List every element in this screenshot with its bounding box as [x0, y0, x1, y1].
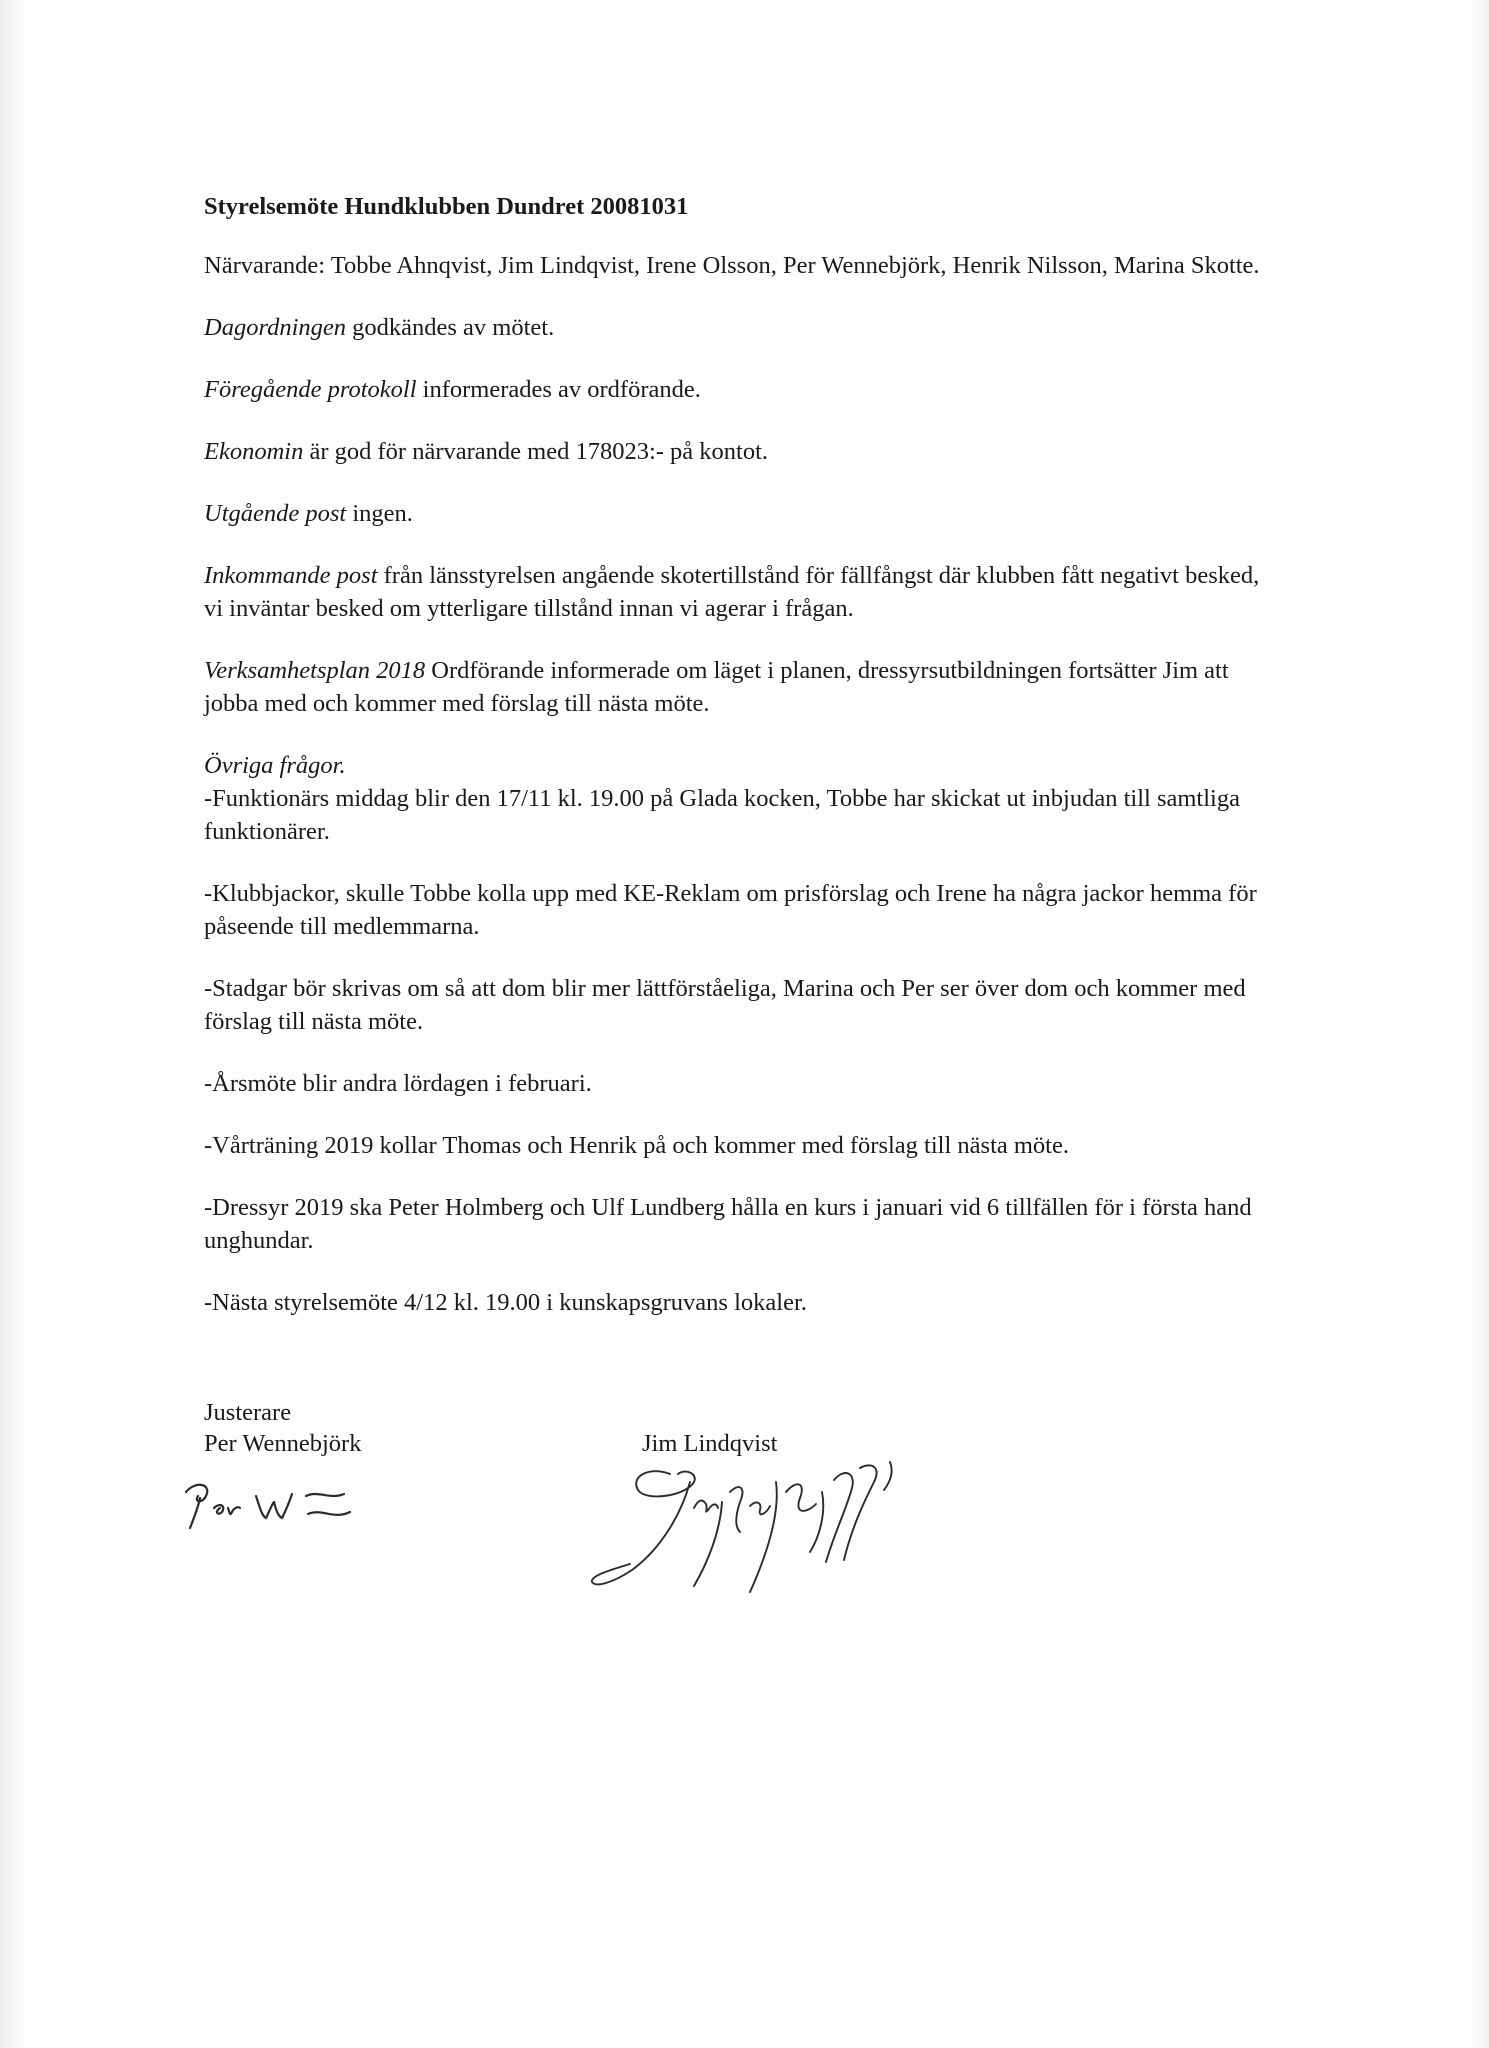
other-question-item: -Klubbjackor, skulle Tobbe kolla upp med KE-Reklam om prisförslag och Irene ha några jackor hemma för påseende till medlemmarna. — [204, 880, 1257, 940]
agenda-item-text: Ordförande informerade om läget i planen, dressyrsutbildningen fortsätter Jim att jobba med och kommer med förslag till nästa möte. — [204, 657, 1229, 717]
agenda-item-label: Inkommande post — [204, 562, 378, 589]
agenda-item — [204, 497, 1264, 530]
handwritten-signature-right — [590, 1452, 950, 1602]
handwritten-signature-left — [178, 1474, 378, 1534]
justerare-name: Per Wennebjörk — [204, 1430, 362, 1457]
agenda-item-label: Föregående protokoll — [204, 376, 417, 403]
agenda-item — [204, 559, 1264, 625]
other-questions-heading: Övriga frågor. — [204, 752, 346, 779]
agenda-item-text: godkändes av mötet. — [346, 314, 555, 341]
agenda-item-text: informerades av ordförande. — [416, 376, 701, 403]
agenda-item — [204, 311, 1264, 344]
scan-shadow-left — [0, 0, 26, 2048]
agenda-item — [204, 435, 1264, 468]
scan-shadow-right — [1471, 0, 1489, 2048]
secretary-name: Jim Lindqvist — [642, 1430, 778, 1457]
agenda-item-label: Dagordningen — [204, 314, 346, 341]
other-question-item: -Årsmöte blir andra lördagen i februari. — [204, 1070, 592, 1097]
justerare-label: Justerare — [204, 1399, 292, 1426]
attendees-paragraph: Närvarande: Tobbe Ahnqvist, Jim Lindqvist, Irene Olsson, Per Wennebjörk, Henrik Nilsson, Marina Skotte. — [204, 252, 1260, 279]
agenda-item-label: Utgående post — [204, 500, 347, 527]
other-question-item: -Vårträning 2019 kollar Thomas och Henrik på och kommer med förslag till nästa möte. — [204, 1132, 1069, 1159]
justerare-block — [204, 1397, 361, 1459]
agenda-item-label: Ekonomin — [204, 438, 304, 465]
agenda-item-text: från länsstyrelsen angående skotertillstånd för fällfångst där klubben fått negativt besked, vi inväntar besked om ytterligare tillstånd innan vi agerar i frågan. — [204, 562, 1260, 622]
agenda-item — [204, 654, 1264, 720]
document-title: Styrelsemöte Hundklubben Dundret 20081031 — [204, 193, 689, 220]
other-question-item: -Funktionärs middag blir den 17/11 kl. 19.00 på Glada kocken, Tobbe har skickat ut inbjudan till samtliga funktionärer. — [204, 785, 1240, 845]
agenda-item — [204, 373, 1264, 406]
other-question-item: -Dressyr 2019 ska Peter Holmberg och Ulf Lundberg hålla en kurs i januari vid 6 tillfällen för i första hand unghundar. — [204, 1194, 1252, 1254]
minutes-body — [204, 190, 1264, 1348]
other-question-item: -Stadgar bör skrivas om så att dom blir mer lättförståeliga, Marina och Per ser över dom och kommer med förslag till nästa möte. — [204, 975, 1246, 1035]
agenda-item-label: Verksamhetsplan 2018 — [204, 657, 426, 684]
other-question-item: -Nästa styrelsemöte 4/12 kl. 19.00 i kunskapsgruvans lokaler. — [204, 1289, 807, 1316]
agenda-item-text: ingen. — [346, 500, 413, 527]
agenda-item-text: är god för närvarande med 178023:- på kontot. — [303, 438, 769, 465]
